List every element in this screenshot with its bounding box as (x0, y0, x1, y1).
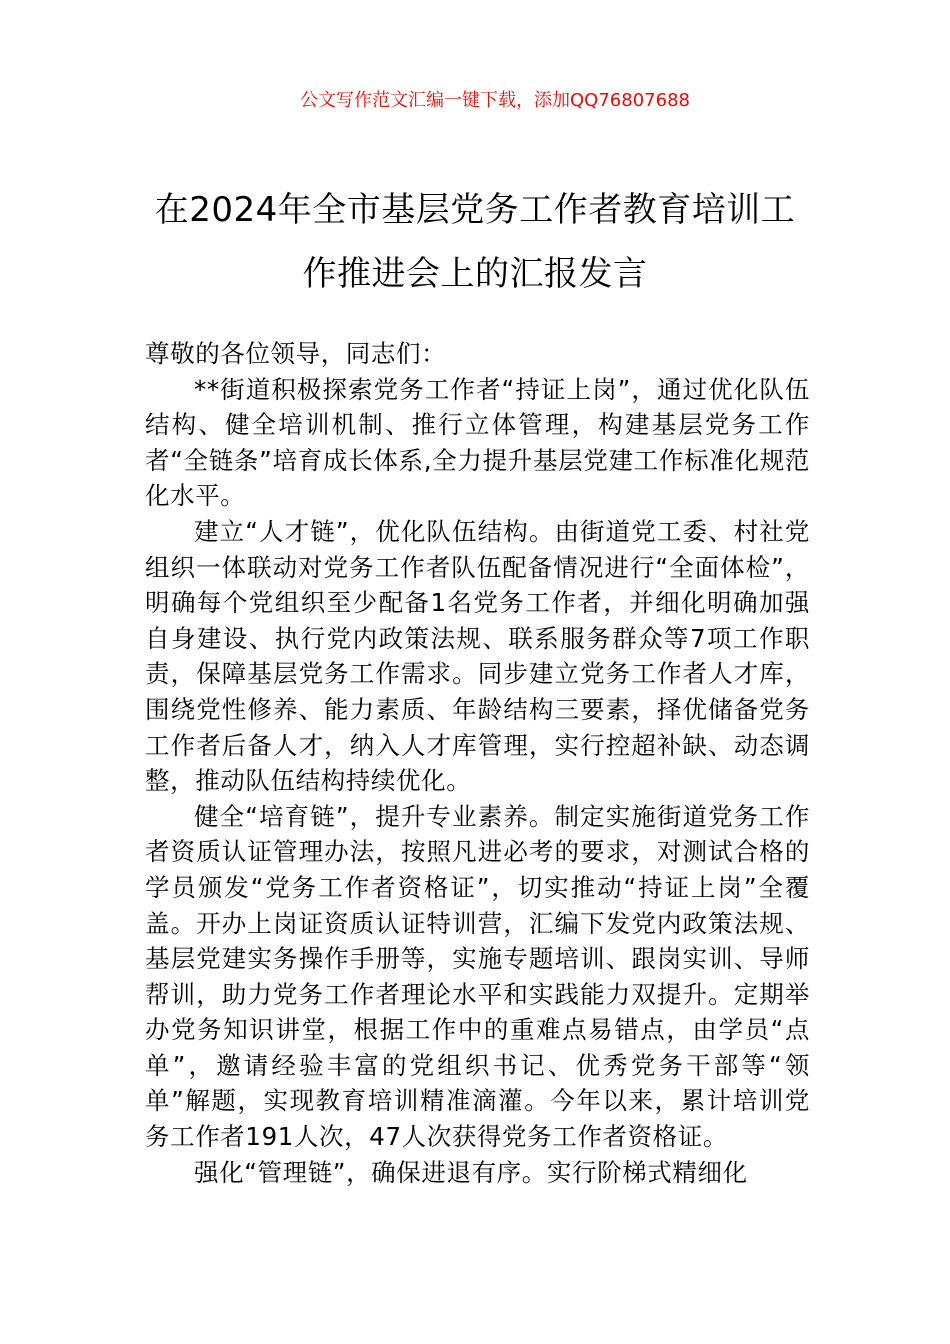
body-paragraph: 建立“人才链”，优化队伍结构。由街道党工委、村社党组织一体联动对党务工作者队伍配备情况进行“全面体检”，明确每个党组织至少配备1名党务工作者，并细化明确加强自身建设、执行党内政策法规、联系服务群众等7项工作职责，保障基层党务工作需求。同步建立党务工作者人才库，围绕党性修养、能力素质、年龄结构三要素，择优储备党务工作者后备人才，纳入人才库管理，实行控超补缺、动态调整，推动队伍结构持续优化。 (145, 516, 810, 796)
body-paragraph: **街道积极探索党务工作者“持证上岗”，通过优化队伍结构、健全培训机制、推行立体管理，构建基层党务工作者“全链条”培育成长体系,全力提升基层党建工作标准化规范化水平。 (145, 374, 810, 511)
body-paragraph: 强化“管理链”，确保进退有序。实行阶梯式精细化 (194, 1157, 748, 1187)
document-title: 在2024年全市基层党务工作者教育培训工作推进会上的汇报发言 (154, 190, 796, 294)
salutation: 尊敬的各位领导，同志们： (145, 339, 447, 368)
download-notice: 公文写作范文汇编一键下载，添加QQ76807688 (300, 90, 690, 111)
document-body (145, 336, 810, 1190)
body-paragraph: 健全“培育链”，提升专业素养。制定实施街道党务工作者资质认证管理办法，按照凡进必考的要求，对测试合格的学员颁发“党务工作者资格证”，切实推动“持证上岗”全覆盖。开办上岗证资质认证特训营，汇编下发党内政策法规、基层党建实务操作手册等，实施专题培训、跟岗实训、导师帮训，助力党务工作者理论水平和实践能力双提升。定期举办党务知识讲堂，根据工作中的重难点易错点，由学员“点单”，邀请经验丰富的党组织书记、优秀党务干部等“领单”解题，实现教育培训精准滴灌。今年以来，累计培训党务工作者191人次，47人次获得党务工作者资格证。 (145, 801, 810, 1152)
